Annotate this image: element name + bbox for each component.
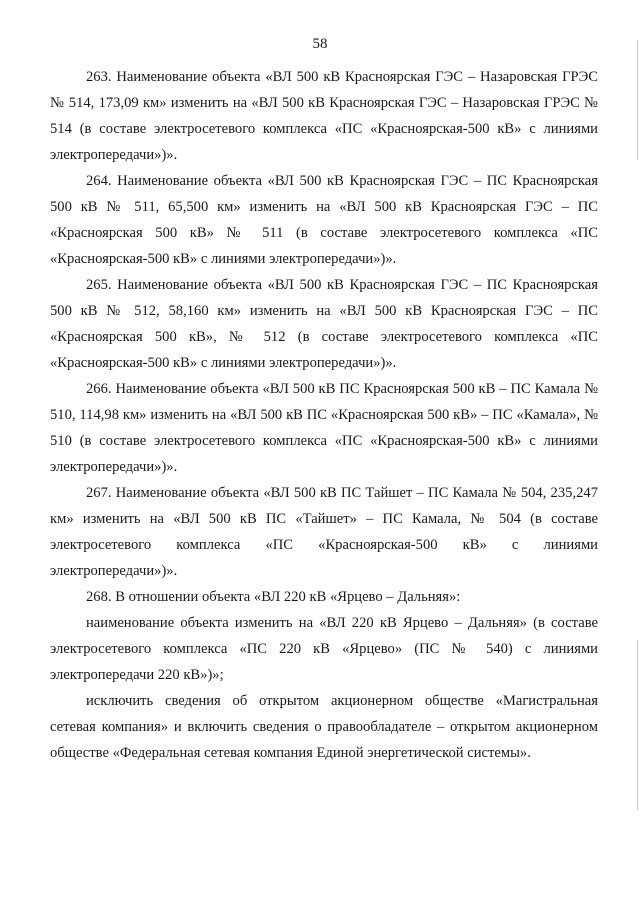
scan-edge-line: [637, 640, 638, 810]
page-number: 58: [312, 36, 328, 52]
scan-edge-line: [637, 40, 638, 160]
paragraph-263: 263. Наименование объекта «ВЛ 500 кВ Красноярская ГЭС – Назаровская ГРЭС № 514, 173,09 км» изменить на «ВЛ 500 кВ Красноярская ГЭС – Назаровская ГРЭС № 514 (в составе электросетевого комплекса «ПС «Красноярская-500 кВ» с линиями электропередачи»)».: [50, 69, 598, 163]
document-body: [50, 64, 598, 766]
paragraph-268: 268. В отношении объекта «ВЛ 220 кВ «Ярцево – Дальняя»:: [86, 589, 461, 605]
paragraph-267: 267. Наименование объекта «ВЛ 500 кВ ПС Тайшет – ПС Камала № 504, 235,247 км» изменить на «ВЛ 500 кВ ПС «Тайшет» – ПС Камала, № 504 (в составе электросетевого комплекса «ПС «Красноярская-500 кВ» с линиями электропередачи»)».: [50, 485, 598, 579]
paragraph-265: 265. Наименование объекта «ВЛ 500 кВ Красноярская ГЭС – ПС Красноярская 500 кВ № 512, 58,160 км» изменить на «ВЛ 500 кВ Красноярская ГЭС – ПС «Красноярская 500 кВ», № 512 (в составе электросетевого комплекса «ПС «Красноярская-500 кВ» с линиями электропередачи»)».: [50, 277, 598, 371]
paragraph-264: 264. Наименование объекта «ВЛ 500 кВ Красноярская ГЭС – ПС Красноярская 500 кВ № 511, 65,500 км» изменить на «ВЛ 500 кВ Красноярская ГЭС – ПС «Красноярская 500 кВ» № 511 (в составе электросетевого комплекса «ПС «Красноярская-500 кВ» с линиями электропередачи»)».: [50, 173, 598, 267]
paragraph-268-owner-change: исключить сведения об открытом акционерном обществе «Магистральная сетевая компания» и включить сведения о правообладателе – открытом акционерном обществе «Федеральная сетевая компания Единой энергетической системы».: [50, 693, 598, 761]
paragraph-266: 266. Наименование объекта «ВЛ 500 кВ ПС Красноярская 500 кВ – ПС Камала № 510, 114,98 км» изменить на «ВЛ 500 кВ ПС «Красноярская 500 кВ» – ПС «Камала», № 510 (в составе электросетевого комплекса «ПС «Красноярская-500 кВ» с линиями электропередачи»)».: [50, 381, 598, 475]
paragraph-268-rename: наименование объекта изменить на «ВЛ 220 кВ Ярцево – Дальняя» (в составе электросетевого комплекса «ПС 220 кВ «Ярцево» (ПС № 540) с линиями электропередачи 220 кВ»)»;: [50, 615, 598, 683]
